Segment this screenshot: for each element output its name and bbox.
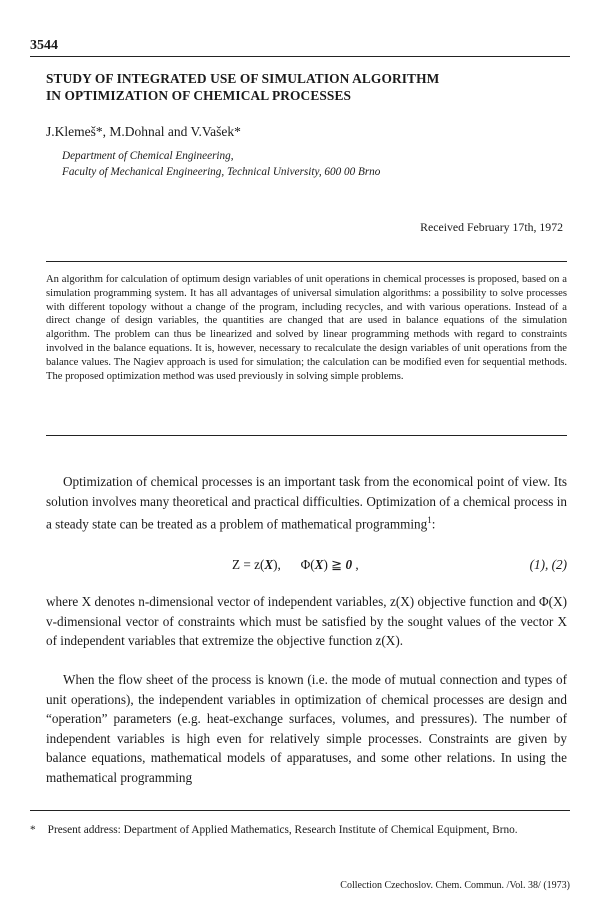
page-number: 3544 <box>30 38 58 53</box>
equation-row <box>46 557 567 579</box>
paragraph-1 <box>46 472 567 534</box>
title-line-2: IN OPTIMIZATION OF CHEMICAL PROCESSES <box>46 88 352 103</box>
equation-lhs: Z = z( <box>232 557 265 572</box>
received-date: Received February 17th, 1972 <box>420 220 563 234</box>
affiliation-line-2: Faculty of Mechanical Engineering, Technical University, 600 00 Brno <box>62 166 381 178</box>
paragraph-1-end: : <box>431 516 436 532</box>
authors: J.Klemeš*, M.Dohnal and V.Vašek* <box>46 124 241 139</box>
equation-mid: ), Φ( <box>273 557 315 572</box>
paragraph-3: When the flow sheet of the process is known (i.e. the mode of mutual connection and types of unit operations), the independent variables in optimization of chemical processes are design and “operation” parameters (e.g. heat-exchange surfaces, volumes, and pressures). The number of independent variables is high even for relatively simple processes. Constraints are given by balance equations, mathematical models of apparatuses, and some other relations. In using the mathematical programming <box>46 672 567 785</box>
footnote-text: Present address: Department of Applied Mathematics, Research Institute of Chemical Equipment, Brno. <box>47 824 518 836</box>
reference-marker: 1 <box>427 515 432 526</box>
header-rule <box>30 56 570 57</box>
vector-x: X <box>314 557 324 572</box>
vector-x: X <box>264 557 274 572</box>
equation <box>232 557 359 573</box>
paragraph-1-text: Optimization of chemical processes is an important task from the economical point of view. Its solution involves many theoretical and practical difficulties. Optimization of a chemical process in a steady state can be treated as a problem of mathematical programming <box>46 474 567 532</box>
footnote-marker: * <box>30 824 36 836</box>
footnote-rule <box>30 810 570 811</box>
title-line-1: STUDY OF INTEGRATED USE OF SIMULATION ALGORITHM <box>46 71 440 86</box>
footnote <box>30 822 570 839</box>
equation-tail: , <box>352 557 359 572</box>
abstract-bottom-rule <box>46 435 567 436</box>
zero-vector: 0 <box>345 557 353 572</box>
abstract: An algorithm for calculation of optimum design variables of unit operations in chemical processes is proposed, based on a simulation programming system. It has all advantages of universal simulation algorithms: a possibility to solve processes with different topology without a change of the program, including recycles, and with various operations. Instead of a direct change of design variables, the quantities are changed that are used in balance equations of the simulation algorithm. The problem can thus be linearized and solved by linear programming methods with regard to constraints involved in the balance equations. It is, however, necessary to recalculate the design variables of unit operations from the balance values. The Nagiev approach is used for simulation; the calculation can be modified even for sequential methods. The proposed optimization method was used previously in solving simple problems. <box>46 274 567 382</box>
abstract-top-rule <box>46 261 567 262</box>
paragraph-2: where X denotes n-dimensional vector of independent variables, z(X) objective function and Φ(X) v-dimensional vector of constraints which must be satisfied by the sought values of the vector X of independent variables that extremize the objective function z(X). <box>46 594 567 649</box>
journal-footer: Collection Czechoslov. Chem. Commun. /Vol. 38/ (1973) <box>340 880 570 891</box>
equation-rhs: ) ≧ <box>323 557 346 572</box>
affiliation-line-1: Department of Chemical Engineering, <box>62 150 234 162</box>
article-title <box>46 70 546 104</box>
equation-number: (1), (2) <box>529 557 567 572</box>
